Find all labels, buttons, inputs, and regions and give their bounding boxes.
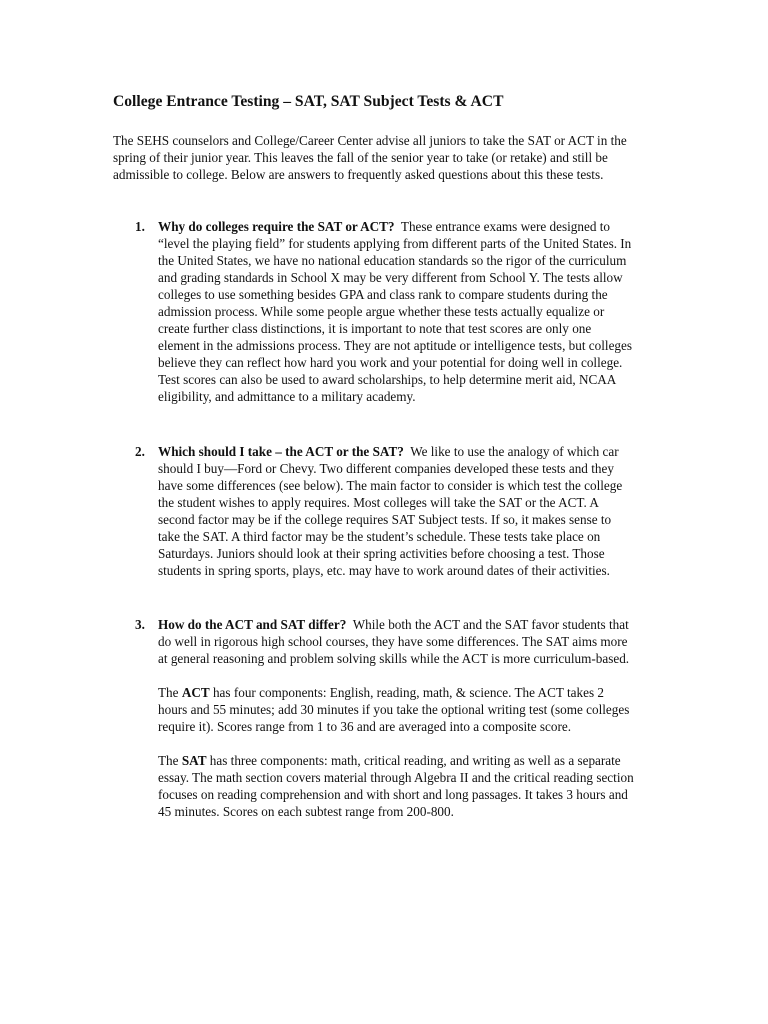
item-number: 1. bbox=[135, 219, 145, 234]
sat-description: has three components: math, critical reading, and writing as well as a separate essay. The math section covers material through Algebra II and the critical reading section focuses on reading comprehension and with short and long passages. It takes 3 hours and 45 minutes. Scores on each subtest range from 200-800. bbox=[158, 753, 634, 819]
item-answer: We like to use the analogy of which car should I buy—Ford or Chevy. Two different companies developed these tests and they have some differences (see below). The main factor to consider is which test the college the student wishes to apply requires. Most colleges will take the SAT or the ACT. A second factor may be if the college requires SAT Subject tests. If so, it makes sense to take the SAT. A third factor may be the student’s schedule. These tests take place on Saturdays. Juniors should look at their spring activities before choosing a test. Those students in spring sports, plays, etc. may have to work around dates of their activities. bbox=[158, 444, 623, 578]
sat-lead: The bbox=[158, 753, 179, 768]
item-question: Which should I take – the ACT or the SAT? bbox=[158, 444, 404, 459]
item-answer: These entrance exams were designed to “level the playing field” for students applying from different parts of the United States. In the United States, we have no national education standards so the rigor of the curriculum and grading standards in School X may be very different from School Y. The tests allow colleges to use something besides GPA and class rank to compare students during the admission process. While some people argue whether these tests actually equalize or create further class distinctions, it is important to note that test scores are only one element in the admissions process. They are not aptitude or intelligence tests, but colleges believe they can reflect how hard you work and your potential for doing well in college. Test scores can also be used to award scholarships, to help determine merit aid, NCAA eligibility, and admittance to a military academy. bbox=[158, 219, 633, 404]
document-title: College Entrance Testing – SAT, SAT Subject Tests & ACT bbox=[113, 93, 504, 110]
intro-paragraph: The SEHS counselors and College/Career Center advise all juniors to take the SAT or ACT in the spring of their junior year. This leaves the fall of the senior year to take (or retake) and still be admissible to college. Below are answers to frequently asked questions about this these tests. bbox=[113, 133, 627, 182]
faq-item-3 bbox=[135, 616, 655, 820]
item-question: How do the ACT and SAT differ? bbox=[158, 617, 347, 632]
item-answer: While both the ACT and the SAT favor students that do well in rigorous high school courses, they have some differences. The SAT aims more at general reasoning and problem solving skills while the ACT is more curriculum-based. bbox=[158, 617, 630, 666]
faq-item-1 bbox=[135, 218, 655, 405]
item-question: Why do colleges require the SAT or ACT? bbox=[158, 219, 395, 234]
sat-paragraph bbox=[158, 752, 636, 820]
item-paragraph bbox=[158, 443, 636, 579]
act-paragraph bbox=[158, 684, 636, 735]
faq-item-2 bbox=[135, 443, 655, 579]
item-paragraph bbox=[158, 218, 636, 405]
sat-term: SAT bbox=[181, 753, 207, 768]
act-lead: The bbox=[158, 685, 179, 700]
item-number: 2. bbox=[135, 444, 145, 459]
act-term: ACT bbox=[181, 685, 210, 700]
item-number: 3. bbox=[135, 617, 145, 632]
act-description: has four components: English, reading, math, & science. The ACT takes 2 hours and 55 minutes; add 30 minutes if you take the optional writing test (some colleges require it). Scores range from 1 to 36 and are averaged into a composite score. bbox=[158, 685, 630, 734]
item-paragraph bbox=[158, 616, 636, 667]
